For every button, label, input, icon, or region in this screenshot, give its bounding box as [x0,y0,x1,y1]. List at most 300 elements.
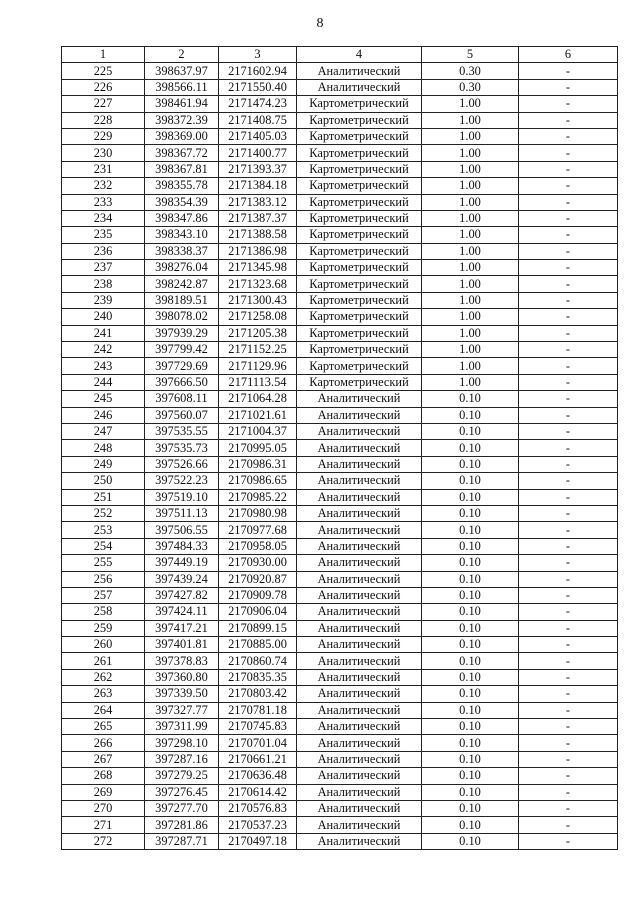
table-row [62,374,618,390]
table-cell: 1.00 [422,145,519,161]
table-row [62,735,618,751]
table-cell: - [519,407,618,423]
table-cell: - [519,128,618,144]
table-cell: 0.10 [422,604,519,620]
table-cell: 242 [62,342,145,358]
table-cell: 1.00 [422,96,519,112]
table-cell: 1.00 [422,178,519,194]
table-cell: 248 [62,440,145,456]
table-cell: 2170803.42 [219,686,297,702]
coordinates-table [61,46,618,850]
table-cell: 398461.94 [145,96,219,112]
table-row [62,227,618,243]
table-cell: 0.10 [422,653,519,669]
table-cell: - [519,686,618,702]
table-cell: 0.10 [422,423,519,439]
table-row [62,637,618,653]
table-cell: 397276.45 [145,784,219,800]
table-cell: - [519,751,618,767]
table-cell: - [519,391,618,407]
table-cell: Картометрический [297,260,422,276]
table-cell: 398372.39 [145,112,219,128]
table-row [62,555,618,571]
table-cell: 1.00 [422,309,519,325]
table-cell: - [519,260,618,276]
table-cell: 1.00 [422,194,519,210]
table-cell: 0.10 [422,751,519,767]
table-cell: Аналитический [297,522,422,538]
table-cell: - [519,719,618,735]
table-row [62,178,618,194]
table-cell: - [519,620,618,636]
table-cell: 0.30 [422,63,519,79]
table-cell: 271 [62,817,145,833]
table-cell: 397427.82 [145,587,219,603]
table-cell: 1.00 [422,112,519,128]
table-cell: - [519,571,618,587]
table-cell: 397277.70 [145,800,219,816]
table-cell: 240 [62,309,145,325]
table-cell: Картометрический [297,358,422,374]
table-cell: 246 [62,407,145,423]
table-row [62,309,618,325]
table-cell: Аналитический [297,751,422,767]
table-row [62,538,618,554]
table-cell: 2171474.23 [219,96,297,112]
table-row [62,571,618,587]
table-row [62,407,618,423]
table-cell: - [519,243,618,259]
table-cell: 241 [62,325,145,341]
table-row [62,243,618,259]
table-row [62,719,618,735]
table-cell: 397417.21 [145,620,219,636]
table-cell: 397535.73 [145,440,219,456]
table-cell: - [519,374,618,390]
table-cell: 0.10 [422,817,519,833]
table-cell: - [519,473,618,489]
table-cell: 0.10 [422,489,519,505]
table-cell: 398355.78 [145,178,219,194]
table-cell: 0.10 [422,391,519,407]
table-cell: 397339.50 [145,686,219,702]
table-cell: 2171408.75 [219,112,297,128]
table-cell: Аналитический [297,686,422,702]
table-cell: 2170614.42 [219,784,297,800]
table-cell: 238 [62,276,145,292]
table-cell: 397311.99 [145,719,219,735]
table-cell: 398347.86 [145,210,219,226]
column-header: 2 [145,47,219,63]
table-cell: 398343.10 [145,227,219,243]
table-cell: 2170537.23 [219,817,297,833]
table-row [62,292,618,308]
table-cell: 258 [62,604,145,620]
table-row [62,702,618,718]
table-row [62,342,618,358]
table-cell: 1.00 [422,342,519,358]
table-cell: 0.10 [422,522,519,538]
table-cell: 243 [62,358,145,374]
table-cell: 2171386.98 [219,243,297,259]
table-cell: 2171383.12 [219,194,297,210]
table-row [62,686,618,702]
table-cell: 0.10 [422,473,519,489]
table-cell: Аналитический [297,669,422,685]
table-cell: 397281.86 [145,817,219,833]
table-row [62,817,618,833]
table-cell: 397608.11 [145,391,219,407]
table-cell: 272 [62,833,145,849]
table-cell: 0.10 [422,456,519,472]
table-cell: 0.10 [422,800,519,816]
table-cell: 231 [62,161,145,177]
table-cell: 0.10 [422,505,519,521]
table-cell: - [519,817,618,833]
table-cell: Картометрический [297,178,422,194]
table-row [62,391,618,407]
table-cell: 255 [62,555,145,571]
table-row [62,669,618,685]
table-cell: 2170661.21 [219,751,297,767]
table-cell: 0.10 [422,784,519,800]
table-cell: Аналитический [297,391,422,407]
table-row [62,505,618,521]
table-cell: - [519,538,618,554]
table-cell: - [519,702,618,718]
table-cell: - [519,440,618,456]
table-cell: - [519,112,618,128]
table-cell: 1.00 [422,128,519,144]
table-cell: - [519,587,618,603]
column-header: 3 [219,47,297,63]
table-row [62,833,618,849]
table-cell: 2171384.18 [219,178,297,194]
table-cell: 2170930.00 [219,555,297,571]
table-cell: 397522.23 [145,473,219,489]
table-cell: 249 [62,456,145,472]
column-header: 4 [297,47,422,63]
table-cell: 397298.10 [145,735,219,751]
table-cell: - [519,309,618,325]
table-cell: 245 [62,391,145,407]
table-cell: 397401.81 [145,637,219,653]
table-cell: 0.10 [422,719,519,735]
table-cell: 252 [62,505,145,521]
table-cell: 2170958.05 [219,538,297,554]
column-header: 6 [519,47,618,63]
table-cell: 397287.71 [145,833,219,849]
table-cell: - [519,784,618,800]
table-cell: Аналитический [297,817,422,833]
table-cell: - [519,555,618,571]
table-cell: Картометрический [297,194,422,210]
table-cell: - [519,210,618,226]
table-cell: 227 [62,96,145,112]
table-cell: 2171205.38 [219,325,297,341]
table-cell: 233 [62,194,145,210]
table-cell: 2170781.18 [219,702,297,718]
table-cell: 228 [62,112,145,128]
table-cell: 0.10 [422,669,519,685]
table-cell: - [519,833,618,849]
table-cell: 1.00 [422,374,519,390]
table-row [62,604,618,620]
table-cell: 397526.66 [145,456,219,472]
table-cell: 226 [62,79,145,95]
table-cell: 397484.33 [145,538,219,554]
table-row [62,784,618,800]
table-cell: 397360.80 [145,669,219,685]
table-cell: - [519,637,618,653]
table-cell: 263 [62,686,145,702]
table-cell: 0.10 [422,637,519,653]
table-cell: 398566.11 [145,79,219,95]
table-cell: 398276.04 [145,260,219,276]
table-cell: Аналитический [297,833,422,849]
table-cell: 262 [62,669,145,685]
table-cell: 2170885.00 [219,637,297,653]
table-cell: 0.10 [422,686,519,702]
table-cell: Аналитический [297,538,422,554]
table-cell: 2170497.18 [219,833,297,849]
table-cell: 2171393.37 [219,161,297,177]
table-cell: Аналитический [297,505,422,521]
table-cell: - [519,292,618,308]
table-cell: 247 [62,423,145,439]
table-cell: 237 [62,260,145,276]
table-cell: 2170985.22 [219,489,297,505]
table-header-row [62,47,618,63]
table-cell: 251 [62,489,145,505]
table-cell: 256 [62,571,145,587]
table-cell: 2171152.25 [219,342,297,358]
table-cell: 398078.02 [145,309,219,325]
table-cell: 0.10 [422,407,519,423]
table-cell: - [519,456,618,472]
table-row [62,751,618,767]
table-cell: 0.10 [422,571,519,587]
table-cell: Аналитический [297,407,422,423]
table-cell: 232 [62,178,145,194]
table-cell: Картометрический [297,128,422,144]
table-cell: 1.00 [422,276,519,292]
table-cell: Картометрический [297,96,422,112]
table-cell: - [519,505,618,521]
page-number: 8 [316,16,324,31]
table-cell: 2171300.43 [219,292,297,308]
table-row [62,440,618,456]
table-cell: 0.10 [422,620,519,636]
column-header: 5 [422,47,519,63]
table-cell: 235 [62,227,145,243]
table-row [62,620,618,636]
table-cell: 2170909.78 [219,587,297,603]
table-cell: 2170745.83 [219,719,297,735]
table-row [62,145,618,161]
table-cell: Аналитический [297,571,422,587]
table-row [62,128,618,144]
table-cell: 269 [62,784,145,800]
table-cell: Аналитический [297,653,422,669]
table-row [62,473,618,489]
table-cell: - [519,800,618,816]
table-cell: - [519,276,618,292]
table-cell: 2171550.40 [219,79,297,95]
table-cell: - [519,194,618,210]
table-cell: - [519,423,618,439]
table-cell: Картометрический [297,112,422,128]
table-row [62,522,618,538]
table-cell: 397535.55 [145,423,219,439]
table-cell: 266 [62,735,145,751]
table-cell: 2170980.98 [219,505,297,521]
table-cell: Картометрический [297,161,422,177]
table-cell: 253 [62,522,145,538]
table-cell: 2170899.15 [219,620,297,636]
table-cell: - [519,63,618,79]
table-row [62,96,618,112]
table-cell: Аналитический [297,620,422,636]
table-cell: Аналитический [297,423,422,439]
table-cell: Картометрический [297,325,422,341]
table-cell: 398369.00 [145,128,219,144]
table-cell: 398354.39 [145,194,219,210]
table-cell: 230 [62,145,145,161]
table-cell: 0.10 [422,702,519,718]
table-cell: 2171064.28 [219,391,297,407]
table-cell: Картометрический [297,227,422,243]
table-cell: 398242.87 [145,276,219,292]
table-cell: Аналитический [297,637,422,653]
table-cell: 0.10 [422,768,519,784]
table-cell: 259 [62,620,145,636]
table-cell: 257 [62,587,145,603]
table-cell: - [519,522,618,538]
table-cell: 397729.69 [145,358,219,374]
table-cell: 265 [62,719,145,735]
table-cell: - [519,653,618,669]
table-row [62,456,618,472]
table-cell: 397511.13 [145,505,219,521]
table-cell: 225 [62,63,145,79]
table-cell: Аналитический [297,800,422,816]
table-cell: Аналитический [297,489,422,505]
table-cell: Аналитический [297,587,422,603]
table-cell: 398367.81 [145,161,219,177]
table-cell: - [519,735,618,751]
table-row [62,587,618,603]
table-cell: 260 [62,637,145,653]
table-cell: Картометрический [297,145,422,161]
table-cell: 397560.07 [145,407,219,423]
table-cell: - [519,325,618,341]
table-cell: 2171400.77 [219,145,297,161]
table-cell: 1.00 [422,292,519,308]
table-cell: Картометрический [297,309,422,325]
table-cell: 2170636.48 [219,768,297,784]
table-cell: 2171129.96 [219,358,297,374]
table-cell: 397519.10 [145,489,219,505]
table-row [62,260,618,276]
table-cell: - [519,178,618,194]
table-cell: - [519,145,618,161]
table-cell: 397449.19 [145,555,219,571]
table-cell: 1.00 [422,161,519,177]
table-row [62,358,618,374]
table-cell: - [519,342,618,358]
table-cell: 268 [62,768,145,784]
table-cell: 0.10 [422,538,519,554]
table-cell: Аналитический [297,63,422,79]
table-cell: - [519,768,618,784]
table-cell: 2170920.87 [219,571,297,587]
table-cell: Аналитический [297,735,422,751]
table-cell: 234 [62,210,145,226]
table-cell: Аналитический [297,456,422,472]
table-cell: 2171021.61 [219,407,297,423]
table-cell: - [519,358,618,374]
table-body [62,63,618,850]
table-cell: 2170906.04 [219,604,297,620]
table-cell: 2170860.74 [219,653,297,669]
table-cell: - [519,489,618,505]
table-cell: 236 [62,243,145,259]
table-cell: - [519,227,618,243]
table-cell: - [519,96,618,112]
table-cell: 2171258.08 [219,309,297,325]
table-cell: 0.10 [422,735,519,751]
table-cell: 2170986.31 [219,456,297,472]
table-cell: 270 [62,800,145,816]
table-cell: 0.10 [422,555,519,571]
table-cell: Аналитический [297,473,422,489]
table-cell: 397424.11 [145,604,219,620]
table-cell: 2170576.83 [219,800,297,816]
table-row [62,210,618,226]
table-cell: 397799.42 [145,342,219,358]
table-cell: 1.00 [422,210,519,226]
table-cell: 2170995.05 [219,440,297,456]
table-cell: 1.00 [422,227,519,243]
table-cell: 397939.29 [145,325,219,341]
table-row [62,423,618,439]
table-cell: 398189.51 [145,292,219,308]
table-cell: 2170835.35 [219,669,297,685]
table-cell: Картометрический [297,292,422,308]
table-cell: 2171388.58 [219,227,297,243]
table-cell: Аналитический [297,719,422,735]
table-cell: Аналитический [297,768,422,784]
table-cell: 229 [62,128,145,144]
table-cell: 397506.55 [145,522,219,538]
table-cell: 264 [62,702,145,718]
table-cell: 398338.37 [145,243,219,259]
table-row [62,768,618,784]
table-cell: 261 [62,653,145,669]
table-cell: 1.00 [422,260,519,276]
table-cell: 398367.72 [145,145,219,161]
table-row [62,112,618,128]
table-row [62,194,618,210]
table-cell: Картометрический [297,243,422,259]
table-row [62,653,618,669]
table-row [62,325,618,341]
table-cell: 244 [62,374,145,390]
column-header: 1 [62,47,145,63]
table-cell: 2171345.98 [219,260,297,276]
table-cell: 2171387.37 [219,210,297,226]
